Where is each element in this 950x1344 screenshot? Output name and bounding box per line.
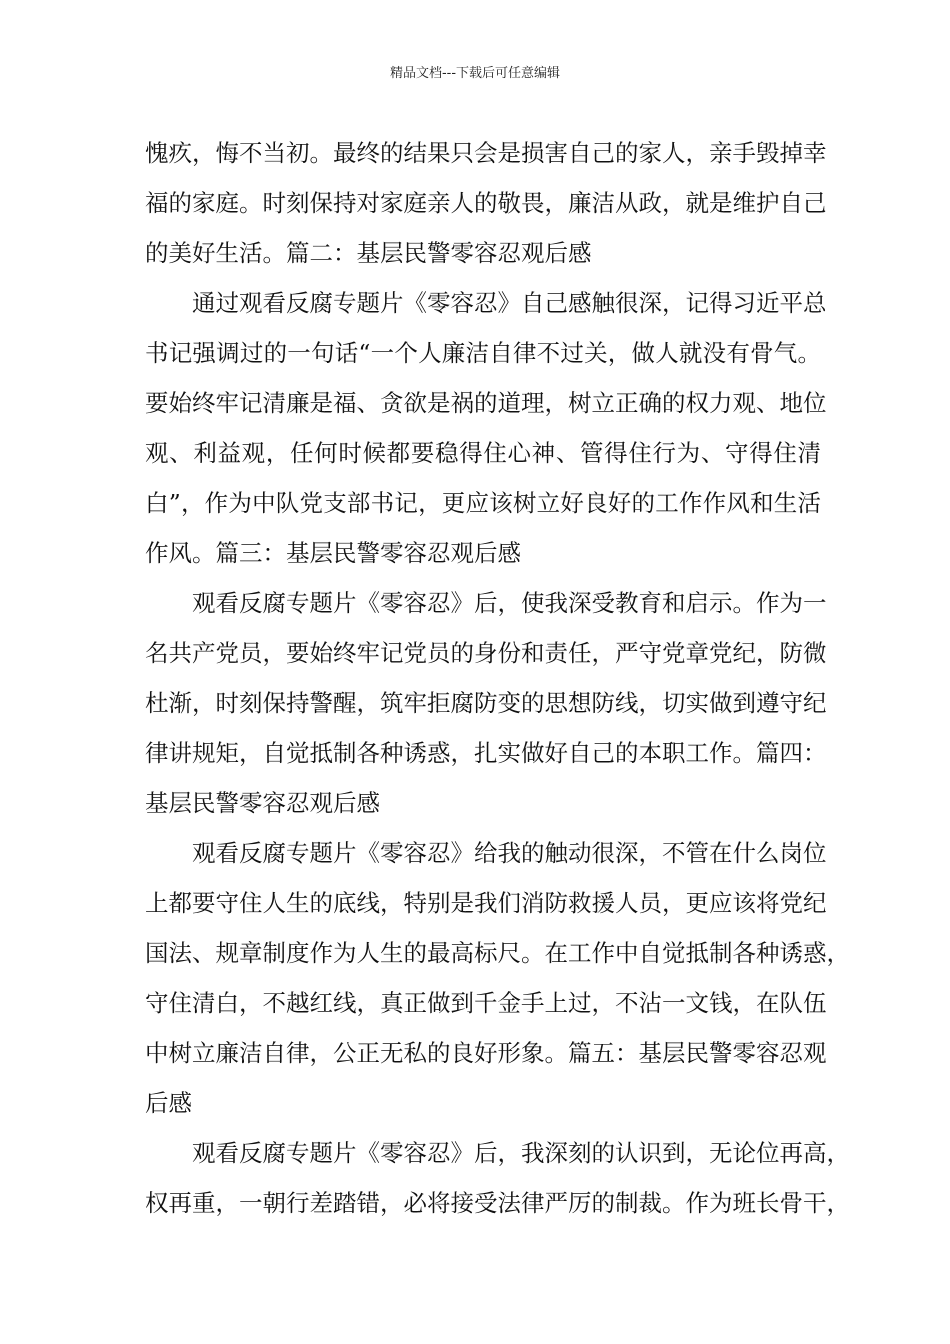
text-line: 书记强调过的一句话“一个人廉洁自律不过关，做人就没有骨气。 [145,339,821,367]
text-line: 基层民警零容忍观后感 [145,789,380,817]
text-line: 杜渐，时刻保持警醒，筑牢拒腐防变的思想防线，切实做到遵守纪 [145,689,827,717]
text-line: 国法、规章制度作为人生的最高标尺。在工作中自觉抵制各种诱惑， [145,939,850,967]
text-line: 通过观看反腐专题片《零容忍》自己感触很深，记得习近平总 [192,289,827,317]
text-line: 后感 [145,1089,192,1117]
page-header: 精品文档---下载后可任意编辑 [389,66,561,81]
text-line: 中树立廉洁自律，公正无私的良好形象。篇五：基层民警零容忍观 [145,1039,827,1067]
text-line: 名共产党员，要始终牢记党员的身份和责任，严守党章党纪，防微 [145,639,827,667]
text-line: 观、利益观，任何时候都要稳得住心神、管得住行为、守得住清 [145,439,821,467]
text-line: 福的家庭。时刻保持对家庭亲人的敬畏，廉洁从政，就是维护自己 [145,189,827,217]
text-line: 的美好生活。篇二：基层民警零容忍观后感 [145,239,592,267]
text-line: 观看反腐专题片《零容忍》给我的触动很深，不管在什么岗位 [192,839,827,867]
document-body [145,128,850,1228]
text-line: 守住清白，不越红线，真正做到千金手上过，不沾一文钱，在队伍 [145,989,827,1017]
text-line: 作风。篇三：基层民警零容忍观后感 [145,539,521,567]
text-line: 要始终牢记清廉是福、贪欲是祸的道理，树立正确的权力观、地位 [145,389,827,417]
text-line: 白”，作为中队党支部书记，更应该树立好良好的工作作风和生活 [145,489,821,517]
text-line: 上都要守住人生的底线，特别是我们消防救援人员，更应该将党纪 [145,889,827,917]
text-line: 观看反腐专题片《零容忍》后，我深刻的认识到，无论位再高， [192,1139,850,1167]
text-line: 愧疚，悔不当初。最终的结果只会是损害自己的家人，亲手毁掉幸 [145,139,827,167]
text-line: 律讲规矩，自觉抵制各种诱惑，扎实做好自己的本职工作。篇四： [145,739,827,767]
text-line: 观看反腐专题片《零容忍》后，使我深受教育和启示。作为一 [192,589,827,617]
text-line: 权再重，一朝行差踏错，必将接受法律严厉的制裁。作为班长骨干， [145,1189,850,1217]
